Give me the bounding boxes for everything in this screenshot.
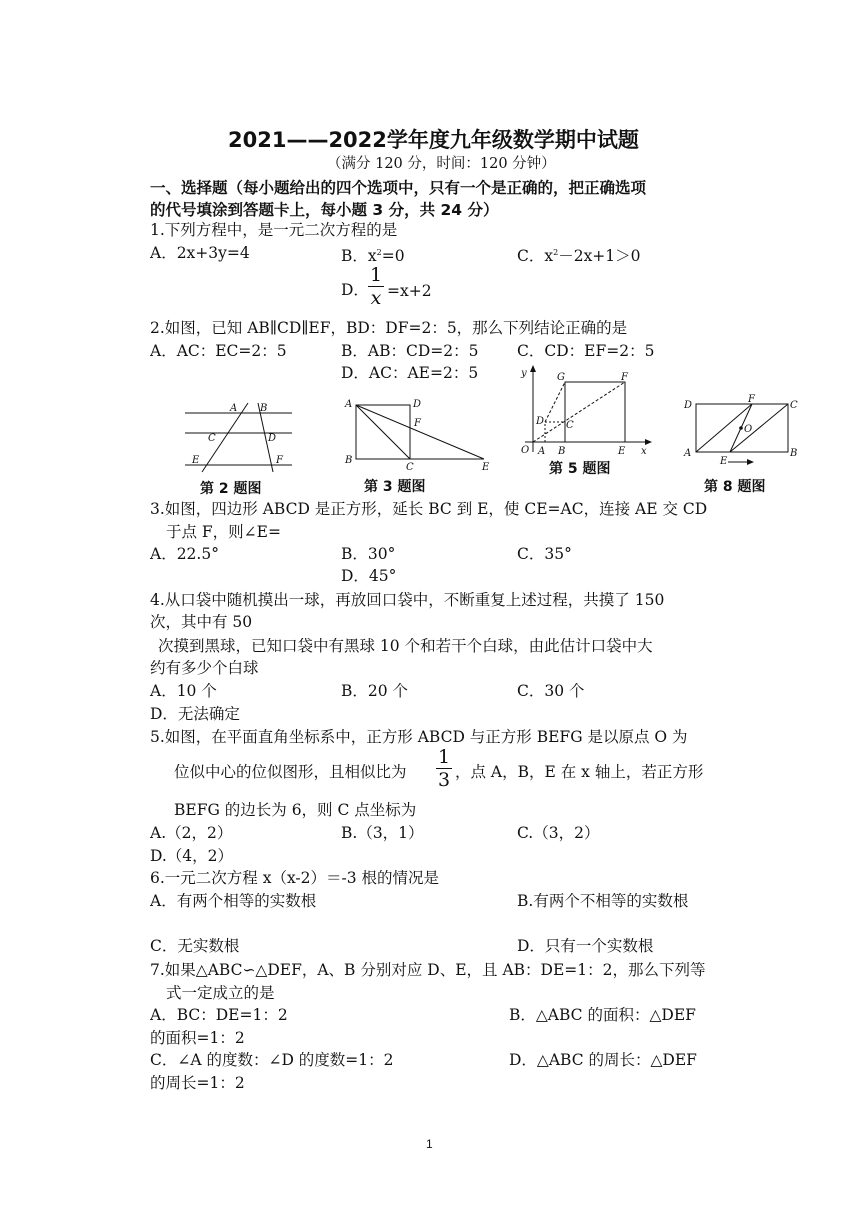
fig2-label-b: B <box>260 403 268 414</box>
q7-option-c: C．∠A 的度数：∠D 的度数=1：2 <box>150 1051 394 1069</box>
q4-option-c: C．30 个 <box>517 682 585 700</box>
fig8-label-a: A <box>684 448 692 459</box>
q1-option-c: C．$x^2-2x+1>0$ <box>517 247 641 266</box>
fig2-label-a: A <box>230 403 238 414</box>
q7-option-d-line2: 的周长=1：2 <box>150 1074 245 1092</box>
fig8-label-d: D <box>684 400 693 411</box>
figure-q3-caption: 第 3 题图 <box>364 479 426 495</box>
figure-q8-caption: 第 8 题图 <box>704 479 766 495</box>
section-heading-line2: 的代号填涂到答题卡上，每小题 3 分，共 24 分） <box>150 201 499 219</box>
q3-stem-line2: 于点 F，则∠E= <box>166 523 281 541</box>
q2-option-b: B．AB：CD=2：5 <box>341 342 479 360</box>
q3-stem-line1: 3.如图，四边形 ABCD 是正方形，延长 BC 到 E，使 CE=AC，连接 AE 交 CD <box>150 500 708 518</box>
q7-option-d-line1: D．△ABC 的周长：△DEF <box>509 1051 697 1069</box>
fig8-label-o: O <box>744 424 753 435</box>
q1-option-b: B．$x^2=0$ <box>341 247 405 266</box>
q2-option-c: C．CD：EF=2：5 <box>517 342 655 360</box>
figure-q5-caption: 第 5 题图 <box>549 461 611 477</box>
fig3-label-b: B <box>345 455 353 466</box>
fig3-label-f: F <box>414 418 421 429</box>
fig3-label-c: C <box>406 462 414 473</box>
figure-q5 <box>515 362 655 460</box>
q1-option-d-label: D． <box>341 281 369 299</box>
q3-option-d: D．45° <box>341 567 397 585</box>
q7-option-a: A．BC：DE=1：2 <box>150 1006 288 1024</box>
section-heading-line1: 一、选择题（每小题给出的四个选项中，只有一个是正确的，把正确选项 <box>150 179 647 197</box>
page-subtitle: （满分 120 分，时间：120 分钟） <box>327 156 556 172</box>
q2-option-d: D．AC：AE=2：5 <box>341 364 479 382</box>
fig2-label-d: D <box>268 433 277 444</box>
q2-option-a: A．AC：EC=2：5 <box>150 342 287 360</box>
q1-stem: 1.下列方程中，是一元二次方程的是 <box>150 221 398 239</box>
figure-q2-caption: 第 2 题图 <box>200 481 262 497</box>
figure-q2 <box>180 395 298 475</box>
fig5-label-a: A <box>538 446 546 457</box>
fig5-label-c: C <box>566 420 574 431</box>
q4-option-a: A．10 个 <box>150 682 217 700</box>
q4-stem-line1: 4.从口袋中随机摸出一球，再放回口袋中，不断重复上述过程，共摸了 150 <box>150 591 665 609</box>
fig5-label-f: F <box>621 372 628 383</box>
fig8-label-e: E <box>720 456 728 467</box>
q4-option-d: D．无法确定 <box>150 705 240 723</box>
q5-option-b: B.（3，1） <box>341 824 424 842</box>
q5-stem-line1: 5.如图，在平面直角坐标系中，正方形 ABCD 与正方形 BEFG 是以原点 O 为 <box>150 728 688 746</box>
fig5-label-b: B <box>558 446 566 457</box>
fig5-label-o: O <box>521 445 530 456</box>
fig3-label-e: E <box>482 462 490 473</box>
q4-stem-line3: 次摸到黑球，已知口袋中有黑球 10 个和若干个白球，由此估计口袋中大 <box>158 637 653 655</box>
q1-option-d-rest: =x+2 <box>387 282 432 300</box>
q7-stem-line1: 7.如果△ABC∽△DEF，A、B 分别对应 D、E，且 AB：DE=1：2，那么下列等 <box>150 961 706 979</box>
fig2-label-e: E <box>192 455 200 466</box>
q2-stem: 2.如图，已知 AB∥CD∥EF，BD：DF=2：5，那么下列结论正确的是 <box>150 319 628 337</box>
q4-stem-line4: 约有多少个白球 <box>150 659 259 677</box>
fig5-label-x: x <box>641 446 647 457</box>
q4-option-b: B．20 个 <box>341 682 409 700</box>
q5-stem-line3: BEFG 的边长为 6，则 C 点坐标为 <box>174 801 417 819</box>
fig8-label-c: C <box>790 400 798 411</box>
q3-option-b: B．30° <box>341 545 396 563</box>
q6-option-c: C．无实数根 <box>150 937 240 955</box>
q7-option-b-line1: B．△ABC 的面积：△DEF <box>509 1006 696 1024</box>
figure-q3 <box>340 393 500 473</box>
q4-stem-line2: 次，其中有 50 <box>150 613 253 631</box>
fig3-label-a: A <box>345 399 353 410</box>
page-title: 2021——2022学年度九年级数学期中试题 <box>228 128 639 152</box>
q5-stem-line2-pre: 位似中心的位似图形，且相似比为 <box>174 763 407 781</box>
q6-option-a: A．有两个相等的实数根 <box>150 892 317 910</box>
q5-option-c: C.（3，2） <box>517 824 600 842</box>
q1-option-a: A．2x+3y=4 <box>150 244 250 262</box>
q3-option-a: A．22.5° <box>150 545 219 563</box>
page-number: 1 <box>426 1137 433 1151</box>
fig2-label-f: F <box>276 455 283 466</box>
fig5-label-g: G <box>557 372 565 383</box>
q6-option-d: D．只有一个实数根 <box>517 937 654 955</box>
q6-option-b: B.有两个不相等的实数根 <box>517 892 689 910</box>
fig8-label-b: B <box>790 448 798 459</box>
fig2-label-c: C <box>208 433 216 444</box>
q1-option-d-fraction: 1 x <box>369 264 383 309</box>
fig5-label-e: E <box>618 446 626 457</box>
q5-ratio-fraction: 1 3 <box>437 746 451 791</box>
fig8-label-f: F <box>748 394 755 405</box>
fig3-label-d: D <box>413 399 422 410</box>
q5-option-a: A.（2，2） <box>150 824 233 842</box>
q7-option-b-line2: 的面积=1：2 <box>150 1029 245 1047</box>
figure-q8 <box>680 394 804 470</box>
q5-stem-line2-post: ，点 A，B，E 在 x 轴上，若正方形 <box>455 763 704 781</box>
q7-stem-line2: 式一定成立的是 <box>166 984 275 1002</box>
q3-option-c: C．35° <box>517 545 572 563</box>
q6-stem: 6.一元二次方程 x（x-2）＝-3 根的情况是 <box>150 869 440 887</box>
fig5-label-y: y <box>521 368 527 379</box>
fig5-label-d: D <box>536 416 545 427</box>
q5-option-d: D.（4，2） <box>150 847 234 865</box>
